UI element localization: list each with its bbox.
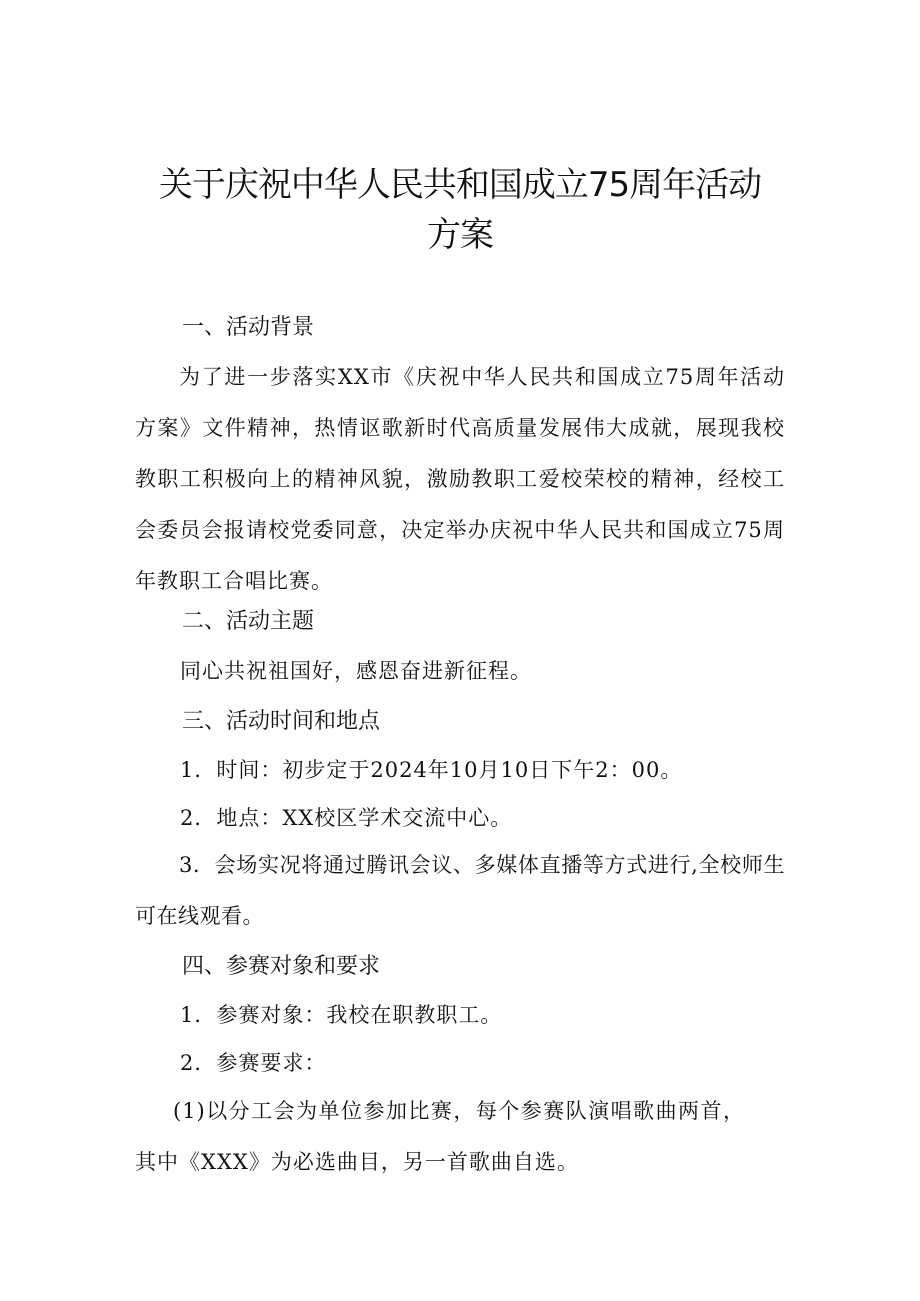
time-item: 1．时间：初步定于2024年10月10日下午2：00。 bbox=[180, 758, 683, 782]
broadcast-item: 3．会场实况将通过腾讯会议、多媒体直播等方式进行,全校师生可在线观看。 bbox=[135, 853, 785, 928]
title-line-1: 关于庆祝中华人民共和国成立75周年活动 bbox=[158, 165, 762, 205]
place-item: 2．地点：XX校区学术交流中心。 bbox=[180, 806, 513, 830]
section-body-theme: 同心共祝祖国好，感恩奋进新征程。 bbox=[180, 659, 532, 683]
requirement-detail-1: (1)以分工会为单位参加比赛，每个参赛队演唱歌曲两首，其中《XXX》为必选曲目，另一首歌曲自选。 bbox=[135, 1099, 745, 1174]
document-title bbox=[110, 160, 810, 260]
section-heading-participants: 四、参赛对象和要求 bbox=[182, 954, 381, 979]
section-heading-background: 一、活动背景 bbox=[182, 315, 315, 340]
requirements-item: 2．参赛要求： bbox=[180, 1051, 327, 1075]
title-line-2: 方案 bbox=[427, 215, 493, 255]
participants-item: 1．参赛对象：我校在职教职工。 bbox=[180, 1003, 503, 1027]
section-body-background: 为了进一步落实XX市《庆祝中华人民共和国成立75周年活动方案》文件精神，热情讴歌新时代高质量发展伟大成就，展现我校教职工积极向上的精神风貌，激励教职工爱校荣校的精神，经校工会委员会报请校党委同意，决定举办庆祝中华人民共和国成立75周年教职工合唱比赛。 bbox=[135, 365, 785, 593]
section-heading-time-place: 三、活动时间和地点 bbox=[182, 709, 381, 734]
section-heading-theme: 二、活动主题 bbox=[182, 609, 315, 634]
